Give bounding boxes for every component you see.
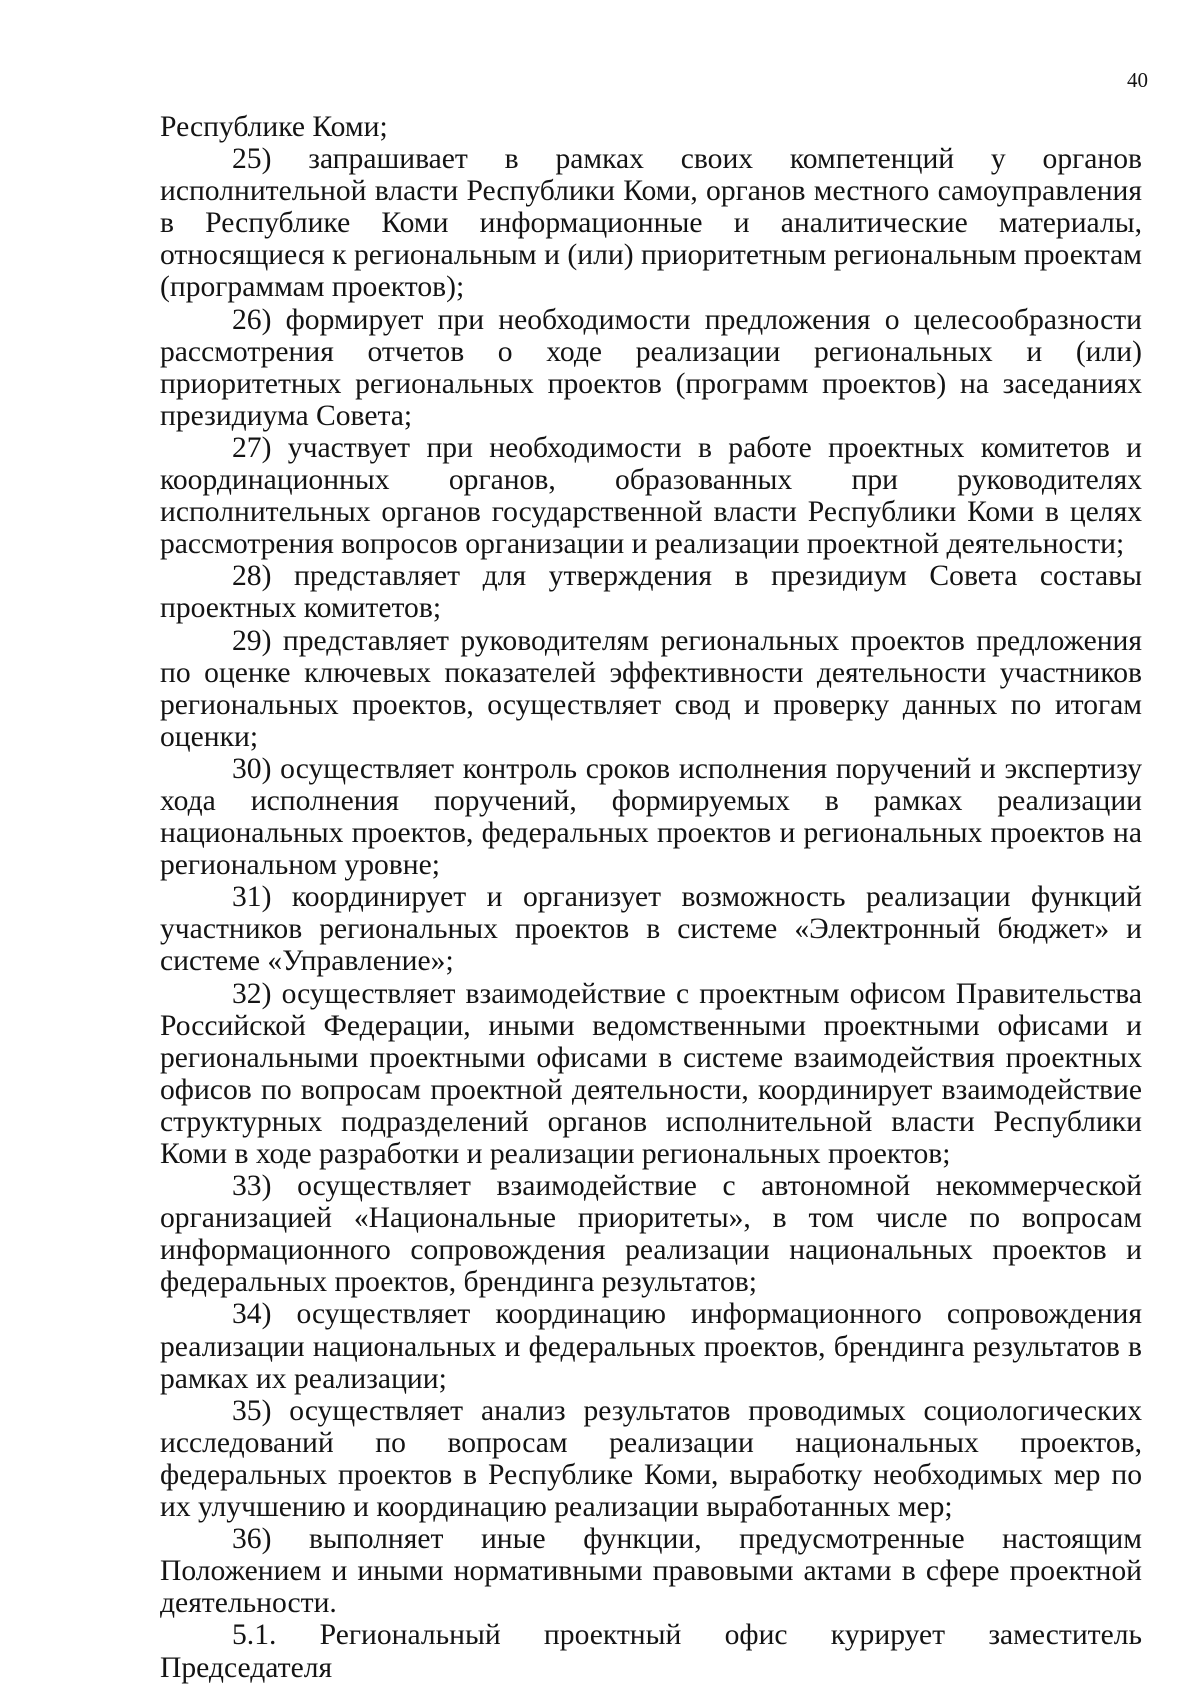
list-item-31: 31) координирует и организует возможность реализации функций участников региональных проектов в системе «Электронный бюджет» и системе «Управление»; xyxy=(160,881,1142,978)
document-body xyxy=(160,111,1142,1684)
list-item-30: 30) осуществляет контроль сроков исполнения поручений и экспертизу хода исполнения поручений, формируемых в рамках реализации национальных проектов, федеральных проектов и региональных проектов на региональном уровне; xyxy=(160,752,1142,882)
list-item-26: 26) формирует при необходимости предложения о целесообразности рассмотрения отчетов о ходе реализации региональных и (или) приоритетных региональных проектов (программ проектов) на заседаниях президиума Совета; xyxy=(160,303,1142,432)
list-item-36: 36) выполняет иные функции, предусмотренные настоящим Положением и иными нормативными правовыми актами в сфере проектной деятельности. xyxy=(160,1523,1142,1620)
list-item-33: 33) осуществляет взаимодействие с автономной некоммерческой организацией «Национальные приоритеты», в том числе по вопросам информационного сопровождения реализации национальных проектов и федеральных проектов, брендинга результатов; xyxy=(160,1170,1142,1299)
paragraph-continuation: Республике Коми; xyxy=(160,111,388,143)
list-item-34: 34) осуществляет координацию информационного сопровождения реализации национальных и федеральных проектов, брендинга результатов в рамках их реализации; xyxy=(160,1298,1142,1395)
list-item-27: 27) участвует при необходимости в работе проектных комитетов и координационных органов, образованных при руководителях исполнительных органов государственной власти Республики Коми в целях рассмотрения вопросов организации и реализации проектной деятельности; xyxy=(160,431,1142,561)
section-5-1: 5.1. Региональный проектный офис курирует заместитель Председателя xyxy=(160,1619,1142,1684)
list-item-35: 35) осуществляет анализ результатов проводимых социологических исследований по вопросам реализации национальных проектов, федеральных проектов в Республике Коми, выработку необходимых мер по их улучшению и координацию реализации выработанных мер; xyxy=(160,1394,1142,1524)
list-item-29: 29) представляет руководителям региональных проектов предложения по оценке ключевых показателей эффективности деятельности участников региональных проектов, осуществляет свод и проверку данных по итогам оценки; xyxy=(160,624,1142,753)
list-item-32: 32) осуществляет взаимодействие с проектным офисом Правительства Российской Федерации, иными ведомственными проектными офисами и региональными проектными офисами в системе взаимодействия проектных офисов по вопросам проектной деятельности, координирует взаимодействие структурных подразделений органов исполнительной власти Республики Коми в ходе разработки и реализации региональных проектов; xyxy=(160,977,1142,1170)
list-item-28: 28) представляет для утверждения в президиум Совета составы проектных комитетов; xyxy=(160,560,1142,625)
list-item-25: 25) запрашивает в рамках своих компетенций у органов исполнительной власти Республики Коми, органов местного самоуправления в Республике Коми информационные и аналитические материалы, относящиеся к региональным и (или) приоритетным региональным проектам (программам проектов); xyxy=(160,143,1142,304)
page-number: 40 xyxy=(1127,68,1148,92)
